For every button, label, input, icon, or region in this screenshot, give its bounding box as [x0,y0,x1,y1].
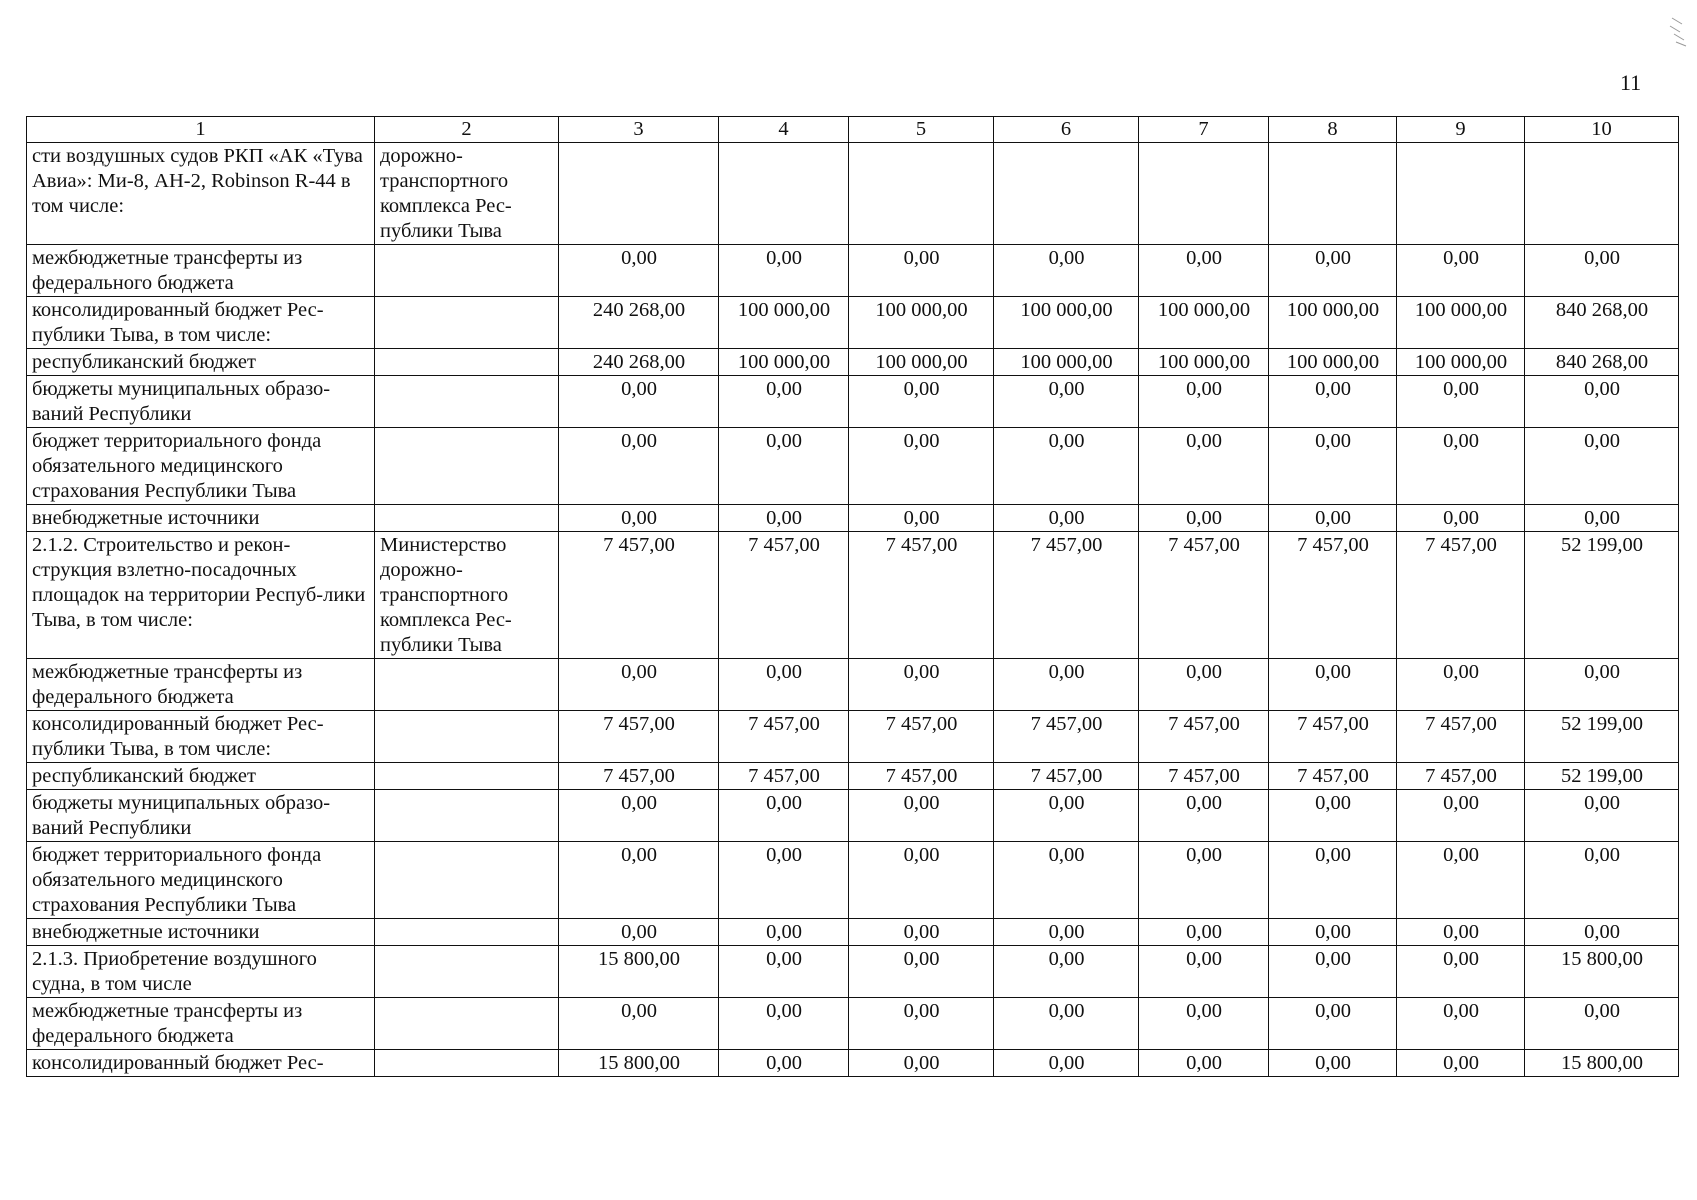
value-cell: 100 000,00 [994,297,1139,349]
value-cell: 0,00 [1525,790,1679,842]
value-cell: 0,00 [1269,659,1397,711]
row-executor-cell [375,245,559,297]
value-cell: 52 199,00 [1525,532,1679,659]
header-cell: 2 [375,117,559,143]
value-cell [1139,143,1269,245]
value-cell: 0,00 [849,1050,994,1077]
value-cell: 0,00 [1139,505,1269,532]
value-cell: 0,00 [559,998,719,1050]
row-executor-cell: Министерство дорожно-транспортного комплекса Рес-публики Тыва [375,532,559,659]
value-cell: 15 800,00 [559,946,719,998]
value-cell: 7 457,00 [994,763,1139,790]
value-cell: 0,00 [994,842,1139,919]
value-cell: 15 800,00 [1525,946,1679,998]
value-cell: 0,00 [719,842,849,919]
header-row [27,117,1679,143]
row-name-cell: бюджеты муниципальных образо-ваний Республики [27,790,375,842]
value-cell: 0,00 [1525,505,1679,532]
value-cell: 0,00 [994,376,1139,428]
value-cell: 840 268,00 [1525,297,1679,349]
value-cell: 0,00 [994,505,1139,532]
row-name-cell: консолидированный бюджет Рес- [27,1050,375,1077]
value-cell: 0,00 [1397,505,1525,532]
row-name-cell: республиканский бюджет [27,763,375,790]
value-cell: 15 800,00 [1525,1050,1679,1077]
value-cell [849,143,994,245]
page-number: 11 [1620,70,1642,95]
value-cell: 7 457,00 [1269,711,1397,763]
value-cell: 0,00 [1397,842,1525,919]
value-cell: 0,00 [849,790,994,842]
value-cell: 7 457,00 [849,711,994,763]
value-cell: 0,00 [719,245,849,297]
value-cell [1269,143,1397,245]
value-cell: 0,00 [1525,428,1679,505]
value-cell: 100 000,00 [1397,297,1525,349]
value-cell: 0,00 [1397,919,1525,946]
value-cell: 0,00 [559,376,719,428]
value-cell: 0,00 [994,998,1139,1050]
value-cell: 0,00 [1525,245,1679,297]
value-cell: 7 457,00 [1397,711,1525,763]
value-cell: 7 457,00 [719,532,849,659]
value-cell: 0,00 [719,919,849,946]
table-row [27,245,1679,297]
value-cell: 0,00 [994,1050,1139,1077]
header-cell: 7 [1139,117,1269,143]
value-cell: 7 457,00 [994,711,1139,763]
table-row [27,998,1679,1050]
row-name-cell: межбюджетные трансферты из федерального бюджета [27,245,375,297]
row-name-cell: 2.1.2. Строительство и рекон-струкция взлетно-посадочных площадок на территории Респуб-лики Тыва, в том числе: [27,532,375,659]
value-cell: 15 800,00 [559,1050,719,1077]
value-cell [1525,143,1679,245]
value-cell: 0,00 [1139,428,1269,505]
value-cell: 0,00 [849,659,994,711]
header-cell: 5 [849,117,994,143]
value-cell: 0,00 [559,659,719,711]
value-cell: 0,00 [1269,790,1397,842]
table-row [27,711,1679,763]
row-name-cell: межбюджетные трансферты из федерального бюджета [27,998,375,1050]
value-cell: 0,00 [719,428,849,505]
value-cell: 0,00 [1139,245,1269,297]
table-row [27,946,1679,998]
value-cell: 0,00 [1397,659,1525,711]
value-cell: 0,00 [1269,946,1397,998]
value-cell [994,143,1139,245]
value-cell: 100 000,00 [1139,349,1269,376]
table-row [27,790,1679,842]
row-name-cell: межбюджетные трансферты из федерального бюджета [27,659,375,711]
value-cell: 0,00 [559,505,719,532]
value-cell: 0,00 [849,842,994,919]
value-cell: 0,00 [1397,245,1525,297]
value-cell: 0,00 [994,919,1139,946]
value-cell: 0,00 [1139,790,1269,842]
row-name-cell: внебюджетные источники [27,919,375,946]
row-name-cell: бюджет территориального фонда обязательного медицинского страхования Республики Тыва [27,428,375,505]
value-cell: 100 000,00 [719,297,849,349]
value-cell: 0,00 [1525,659,1679,711]
value-cell: 100 000,00 [1139,297,1269,349]
value-cell: 0,00 [719,998,849,1050]
value-cell: 0,00 [994,428,1139,505]
value-cell: 52 199,00 [1525,763,1679,790]
value-cell [559,143,719,245]
value-cell: 240 268,00 [559,297,719,349]
value-cell: 100 000,00 [849,297,994,349]
header-cell: 3 [559,117,719,143]
value-cell: 0,00 [1397,1050,1525,1077]
value-cell: 7 457,00 [994,532,1139,659]
row-executor-cell [375,946,559,998]
row-name-cell: 2.1.3. Приобретение воздушного судна, в том числе [27,946,375,998]
value-cell: 0,00 [849,245,994,297]
table-row [27,349,1679,376]
value-cell: 840 268,00 [1525,349,1679,376]
table-row [27,763,1679,790]
value-cell: 0,00 [1139,998,1269,1050]
table-row [27,428,1679,505]
value-cell: 0,00 [849,505,994,532]
value-cell [1397,143,1525,245]
value-cell: 0,00 [1397,428,1525,505]
value-cell: 7 457,00 [719,711,849,763]
value-cell: 0,00 [1269,919,1397,946]
value-cell: 100 000,00 [849,349,994,376]
value-cell: 0,00 [719,1050,849,1077]
value-cell: 7 457,00 [1269,763,1397,790]
value-cell: 0,00 [1139,376,1269,428]
value-cell: 0,00 [994,659,1139,711]
value-cell: 0,00 [849,998,994,1050]
value-cell: 0,00 [559,919,719,946]
row-executor-cell: дорожно-транспортного комплекса Рес-публики Тыва [375,143,559,245]
value-cell: 0,00 [1525,919,1679,946]
table-row [27,842,1679,919]
value-cell: 0,00 [1525,842,1679,919]
value-cell: 0,00 [994,946,1139,998]
row-name-cell: республиканский бюджет [27,349,375,376]
table-row [27,505,1679,532]
value-cell: 0,00 [1269,376,1397,428]
value-cell: 0,00 [1269,428,1397,505]
value-cell: 0,00 [1397,946,1525,998]
value-cell: 0,00 [1397,998,1525,1050]
value-cell: 52 199,00 [1525,711,1679,763]
value-cell: 0,00 [1139,659,1269,711]
value-cell: 100 000,00 [1269,297,1397,349]
value-cell: 0,00 [1525,998,1679,1050]
value-cell: 0,00 [1139,1050,1269,1077]
value-cell: 0,00 [1397,790,1525,842]
value-cell: 0,00 [559,790,719,842]
value-cell: 0,00 [1139,946,1269,998]
value-cell: 0,00 [849,376,994,428]
row-executor-cell [375,1050,559,1077]
row-executor-cell [375,428,559,505]
row-name-cell: бюджет территориального фонда обязательного медицинского страхования Республики Тыва [27,842,375,919]
value-cell: 100 000,00 [994,349,1139,376]
value-cell: 0,00 [559,428,719,505]
value-cell: 7 457,00 [559,763,719,790]
scan-mark-icon [1668,14,1688,48]
value-cell: 7 457,00 [1397,532,1525,659]
table-row [27,376,1679,428]
table-row [27,143,1679,245]
value-cell: 100 000,00 [1397,349,1525,376]
header-cell: 6 [994,117,1139,143]
value-cell: 0,00 [1269,1050,1397,1077]
row-executor-cell [375,998,559,1050]
value-cell: 100 000,00 [719,349,849,376]
row-executor-cell [375,842,559,919]
value-cell: 0,00 [1269,998,1397,1050]
value-cell: 7 457,00 [1139,763,1269,790]
value-cell: 7 457,00 [849,763,994,790]
value-cell: 0,00 [719,659,849,711]
row-executor-cell [375,376,559,428]
value-cell: 0,00 [1269,842,1397,919]
row-name-cell: консолидированный бюджет Рес-публики Тыва, в том числе: [27,297,375,349]
value-cell: 100 000,00 [1269,349,1397,376]
value-cell: 7 457,00 [1139,532,1269,659]
row-executor-cell [375,297,559,349]
value-cell: 7 457,00 [559,711,719,763]
row-name-cell: консолидированный бюджет Рес-публики Тыва, в том числе: [27,711,375,763]
row-executor-cell [375,659,559,711]
value-cell: 0,00 [1139,842,1269,919]
header-cell: 1 [27,117,375,143]
table-row [27,659,1679,711]
table-row [27,532,1679,659]
value-cell [719,143,849,245]
value-cell: 0,00 [559,245,719,297]
value-cell: 7 457,00 [559,532,719,659]
value-cell: 0,00 [559,842,719,919]
value-cell: 0,00 [719,376,849,428]
value-cell: 0,00 [849,919,994,946]
value-cell: 0,00 [719,790,849,842]
value-cell: 7 457,00 [719,763,849,790]
row-executor-cell [375,505,559,532]
row-executor-cell [375,763,559,790]
row-name-cell: бюджеты муниципальных образо-ваний Республики [27,376,375,428]
row-executor-cell [375,349,559,376]
budget-table [26,116,1679,1077]
value-cell: 0,00 [849,428,994,505]
header-cell: 10 [1525,117,1679,143]
value-cell: 0,00 [849,946,994,998]
table-row [27,1050,1679,1077]
value-cell: 7 457,00 [849,532,994,659]
value-cell: 7 457,00 [1397,763,1525,790]
row-name-cell: сти воздушных судов РКП «АК «Тува Авиа»: Ми-8, АН-2, Robinson R-44 в том числе: [27,143,375,245]
value-cell: 0,00 [1269,505,1397,532]
value-cell: 0,00 [719,946,849,998]
value-cell: 0,00 [1525,376,1679,428]
row-name-cell: внебюджетные источники [27,505,375,532]
value-cell: 0,00 [1139,919,1269,946]
value-cell: 7 457,00 [1269,532,1397,659]
header-cell: 8 [1269,117,1397,143]
value-cell: 0,00 [994,245,1139,297]
row-executor-cell [375,711,559,763]
table-row [27,297,1679,349]
table-body [27,143,1679,1077]
header-cell: 9 [1397,117,1525,143]
table-header [27,117,1679,143]
value-cell: 0,00 [719,505,849,532]
value-cell: 0,00 [1269,245,1397,297]
row-executor-cell [375,919,559,946]
table-row [27,919,1679,946]
value-cell: 240 268,00 [559,349,719,376]
value-cell: 0,00 [994,790,1139,842]
value-cell: 7 457,00 [1139,711,1269,763]
value-cell: 0,00 [1397,376,1525,428]
row-executor-cell [375,790,559,842]
header-cell: 4 [719,117,849,143]
